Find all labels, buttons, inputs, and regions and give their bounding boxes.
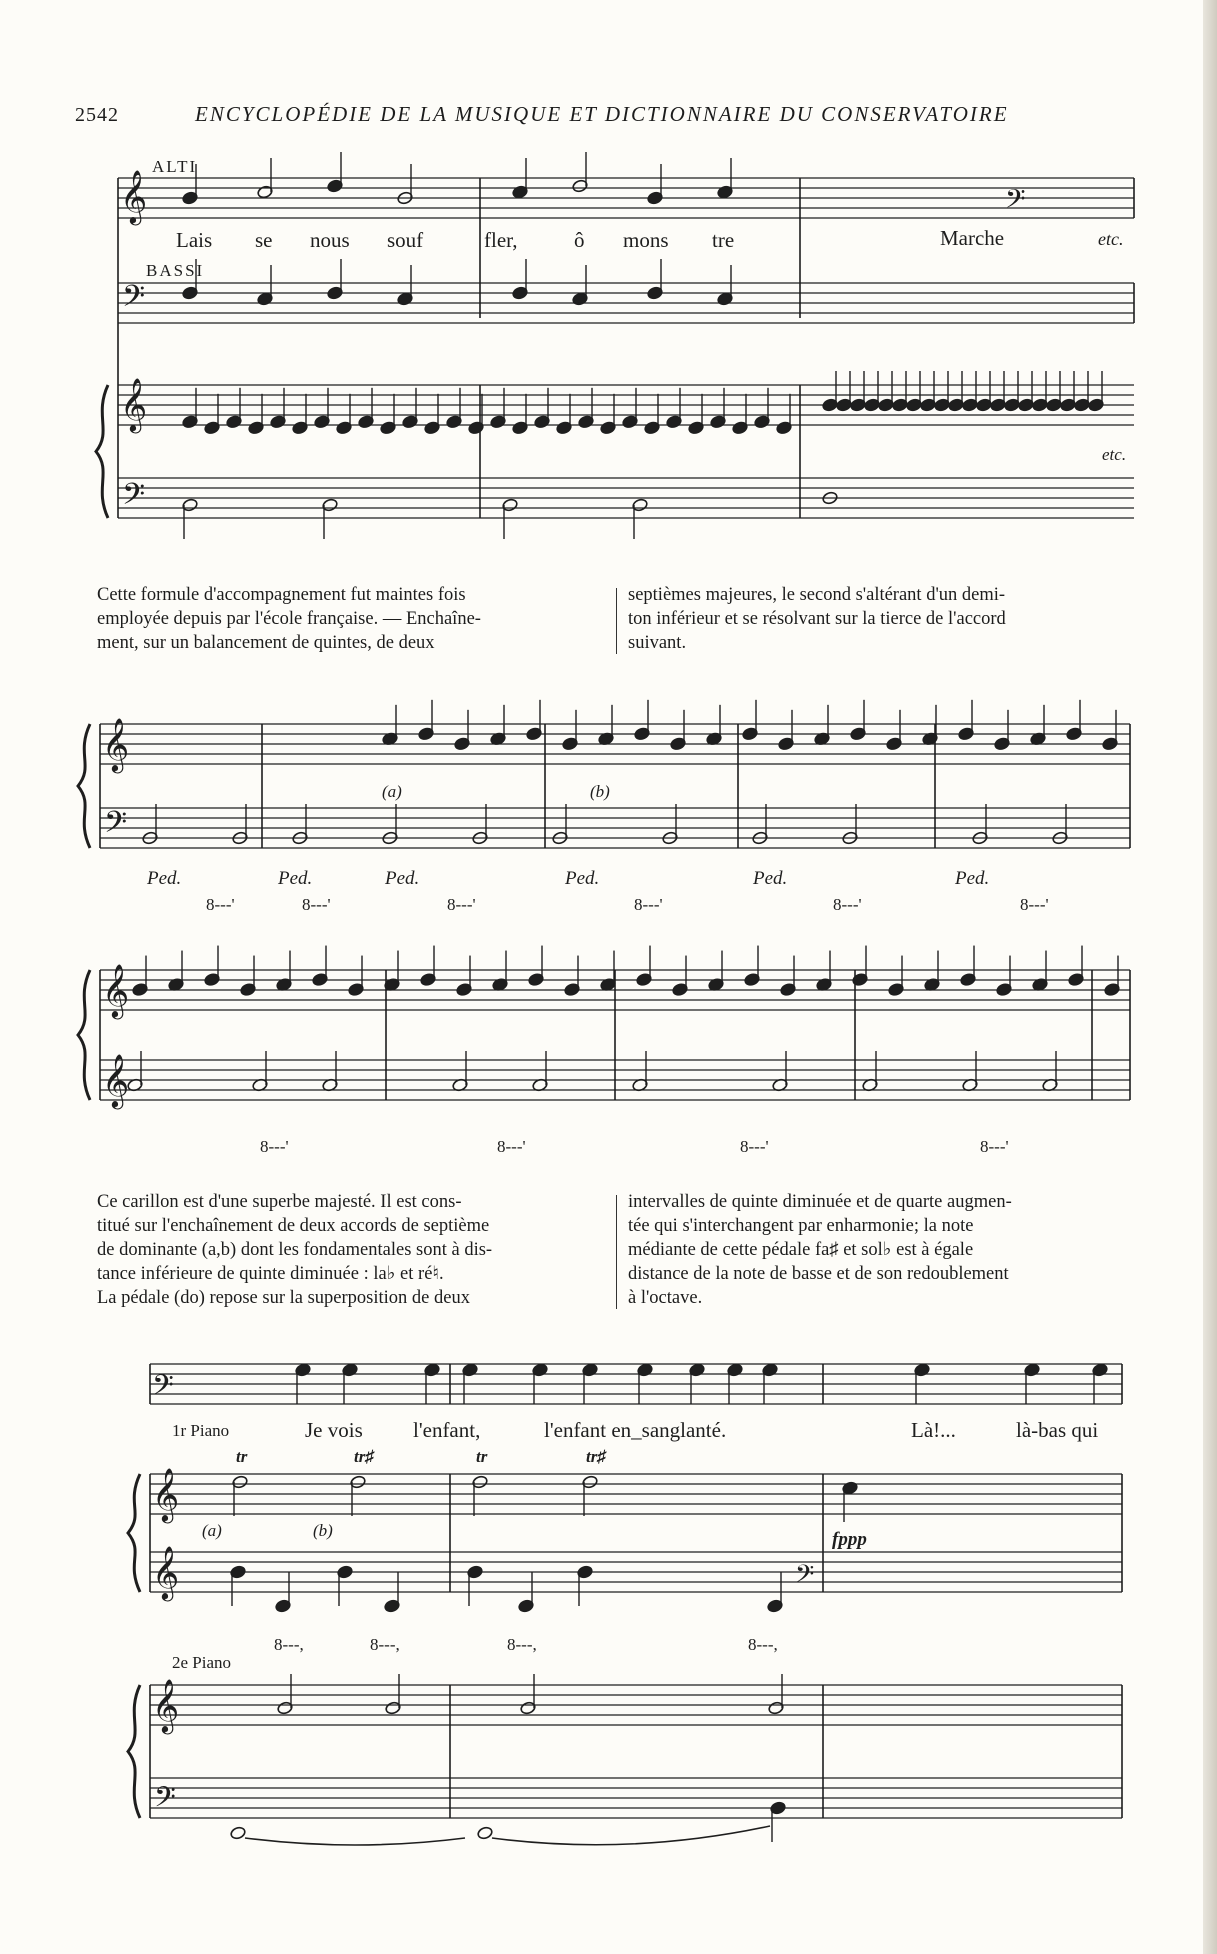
- pedal-marking: Ped.: [753, 868, 788, 889]
- brace: [78, 724, 90, 848]
- text-line: suivant.: [628, 633, 687, 653]
- text-line: septièmes majeures, le second s'altérant d'un demi-: [628, 585, 1006, 605]
- trill-mark: tr: [476, 1447, 488, 1466]
- brace: [78, 970, 90, 1100]
- column-divider: [616, 588, 617, 654]
- octave-marking: 8---': [634, 895, 663, 914]
- pedal-marking: Ped.: [385, 868, 420, 889]
- octave-marking: 8---': [1020, 895, 1049, 914]
- lyric: là-bas qui: [1016, 1418, 1099, 1442]
- dynamic-fppp: fppp: [832, 1529, 867, 1550]
- bass-clef: 𝄢: [795, 1561, 815, 1594]
- lyric: Là!...: [911, 1418, 956, 1442]
- piano1-label: 1r Piano: [172, 1421, 230, 1440]
- text-line: médiante de cette pédale fa♯ et sol♭ est à égale: [628, 1240, 974, 1260]
- octave-marking: 8---': [260, 1137, 289, 1156]
- example3-lyrics: [305, 1418, 1098, 1442]
- text-line: Ce carillon est d'une superbe majesté. Il est cons-: [97, 1192, 462, 1212]
- bass-clef: 𝄢: [154, 1783, 176, 1820]
- bass-clef: 𝄢: [1005, 184, 1026, 220]
- treble-clef: 𝄞: [120, 171, 148, 222]
- trill-mark: tr♯: [354, 1447, 374, 1466]
- treble-clef: 𝄞: [152, 1547, 180, 1598]
- notehead: [230, 1826, 247, 1840]
- treble-clef: 𝄞: [152, 1680, 180, 1731]
- example1-system: [96, 152, 1134, 539]
- pedal-marking: Ped.: [955, 868, 990, 889]
- example2-staves: [78, 700, 1130, 1109]
- pedal-marking: Ped.: [147, 868, 182, 889]
- lyric: nous: [310, 228, 350, 252]
- octave-marking: 8---': [740, 1137, 769, 1156]
- notehead: [477, 1826, 494, 1840]
- text-line: distance de la note de basse et de son redoublement: [628, 1264, 1009, 1284]
- text-line: employée depuis par l'école française. — Enchaîne-: [97, 609, 481, 629]
- lyric: tre: [712, 228, 735, 252]
- octave-marking: 8---,: [748, 1635, 778, 1654]
- bass-clef: 𝄢: [152, 1371, 174, 1408]
- text-line: ton inférieur et se résolvant sur la tierce de l'accord: [628, 609, 1006, 629]
- paragraph2-left: [97, 1190, 602, 1310]
- octave-marking: 8---,: [274, 1635, 304, 1654]
- text-line: La pédale (do) repose sur la superposition de deux: [97, 1288, 470, 1308]
- bass-clef: 𝄢: [122, 280, 146, 320]
- treble-clef: 𝄞: [102, 1055, 130, 1106]
- lyric: souf: [387, 228, 424, 252]
- pedal-marking: Ped.: [565, 868, 600, 889]
- octave-marking: 8---,: [370, 1635, 400, 1654]
- running-title: ENCYCLOPÉDIE DE LA MUSIQUE ET DICTIONNAIRE DU CONSERVATOIRE: [195, 102, 1009, 126]
- marche-label: Marche: [940, 226, 1005, 250]
- trill-mark: tr♯: [586, 1447, 606, 1466]
- text-line: de dominante (a,b) dont les fondamentales sont à dis-: [97, 1240, 493, 1260]
- bassi-label: BASSI: [146, 261, 205, 280]
- octave-marking: 8---': [206, 895, 235, 914]
- example1-staves: [96, 152, 1134, 539]
- lyric: fler,: [484, 228, 518, 252]
- octave-marking: 8---': [980, 1137, 1009, 1156]
- mark-a: (a): [382, 782, 402, 801]
- treble-clef: 𝄞: [102, 965, 130, 1016]
- pedal-markings: [146, 868, 1049, 1156]
- brace: [128, 1474, 140, 1592]
- bass-clef: 𝄢: [122, 478, 146, 518]
- lyric: l'enfant en_sanglanté.: [544, 1418, 727, 1442]
- paragraph2-right: [628, 1190, 1158, 1310]
- lyric: se: [255, 228, 273, 252]
- lyric: Je vois: [305, 1418, 363, 1442]
- text-line: tance inférieure de quinte diminuée : la♭ et ré♮.: [97, 1264, 444, 1284]
- octave-marking: 8---': [833, 895, 862, 914]
- page-number: 2542: [75, 104, 119, 126]
- lyric: l'enfant,: [413, 1418, 481, 1442]
- bass-clef: 𝄢: [104, 806, 128, 846]
- text-line: à l'octave.: [628, 1288, 703, 1308]
- text-line: ment, sur un balancement de quintes, de deux: [97, 633, 435, 653]
- octave-marking: 8---,: [507, 1635, 537, 1654]
- mark-a: (a): [202, 1521, 222, 1540]
- brace: [96, 385, 108, 518]
- piano2-label: 2e Piano: [172, 1653, 232, 1672]
- lyric: Lais: [176, 228, 213, 252]
- text-line: Cette formule d'accompagnement fut maintes fois: [97, 585, 466, 605]
- pedal-marking: Ped.: [278, 868, 313, 889]
- brace: [128, 1685, 140, 1818]
- treble-clef: 𝄞: [152, 1469, 180, 1520]
- treble-clef: 𝄞: [102, 719, 130, 770]
- trill-mark: tr: [236, 1447, 248, 1466]
- lyric: mons: [623, 228, 669, 252]
- text-line: titué sur l'enchaînement de deux accords de septième: [97, 1216, 490, 1236]
- text-line: tée qui s'interchangent par enharmonie; la note: [628, 1216, 974, 1236]
- etc-piano-label: etc.: [1102, 445, 1127, 464]
- mark-b: (b): [313, 1521, 333, 1540]
- octave-marking: 8---': [302, 895, 331, 914]
- treble-clef: 𝄞: [120, 379, 148, 430]
- etc-label: etc.: [1098, 229, 1124, 249]
- alti-label: ALTI: [152, 157, 198, 176]
- mark-b: (b): [590, 782, 610, 801]
- paragraph1-left: [97, 583, 602, 655]
- octave-marking: 8---': [447, 895, 476, 914]
- tie: [492, 1826, 770, 1845]
- column-divider: [616, 1195, 617, 1309]
- octave-markings: [274, 1635, 778, 1654]
- tie: [245, 1838, 465, 1845]
- octave-marking: 8---': [497, 1137, 526, 1156]
- lyric: ô: [574, 228, 585, 252]
- example2-system: [78, 700, 1130, 1156]
- example3-system: [128, 1363, 1122, 1845]
- paragraph1-right: [628, 583, 1158, 655]
- text-line: intervalles de quinte diminuée et de quarte augmen-: [628, 1192, 1012, 1212]
